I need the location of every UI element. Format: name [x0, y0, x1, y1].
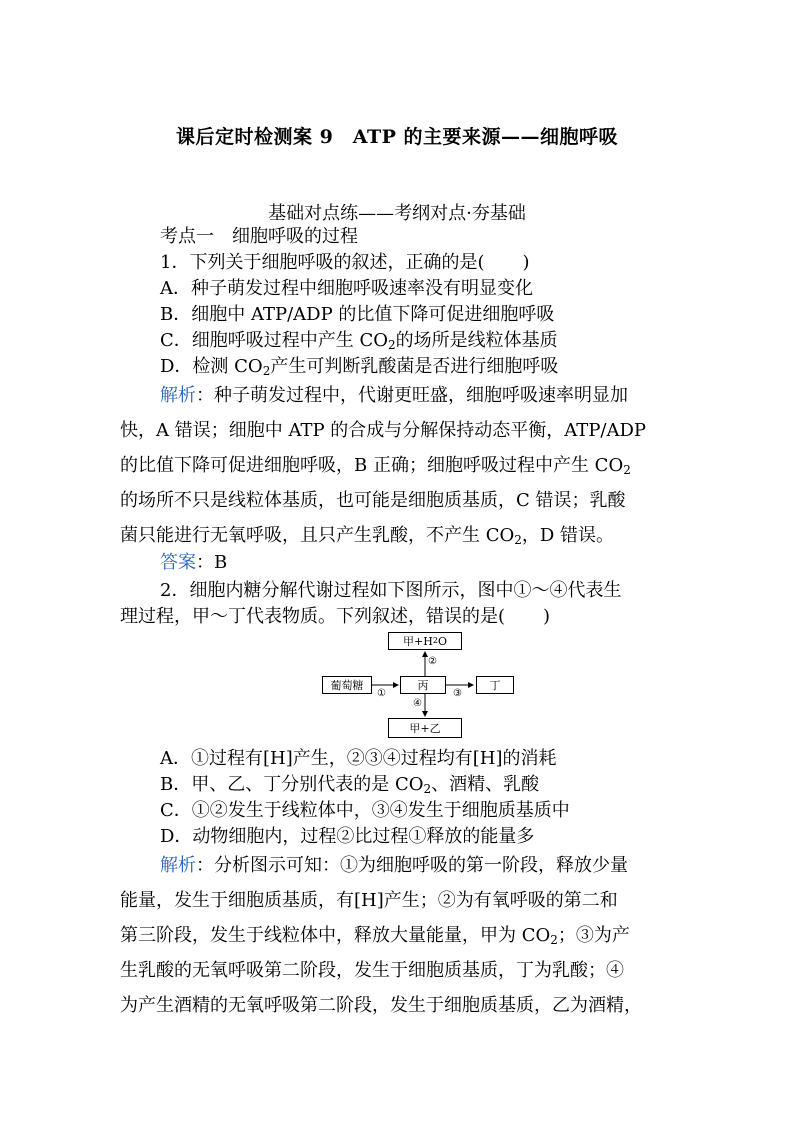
center-box: 丙: [400, 676, 446, 694]
q1-analysis: 解析：种子萌发过程中，代谢更旺盛，细胞呼吸速率明显加 快，A 错误；细胞中 ATP 的合成与分解保持动态平衡，ATP/ADP 的比值下降可促进细胞呼吸，B 正确；细胞呼吸过程中产生 $CO_2$ 的场所不只是线粒体基质，也可能是细胞质基质，C 错误；乳酸 菌只能进行无氧呼吸，且只产生乳酸，不产生 $CO_2$，D 错误。: [120, 385, 647, 547]
q2-option-b: B．甲、乙、丁分别代表的是 $CO_2$、酒精、乳酸: [160, 774, 540, 796]
q1-option-b: B．细胞中 ATP/ADP 的比值下降可促进细胞呼吸: [160, 304, 555, 325]
q1-option-c: C．细胞呼吸过程中产生 $CO_2$的场所是线粒体基质: [160, 330, 558, 352]
q1-answer: 答案：B: [160, 552, 228, 573]
q1-option-a: A．种子萌发过程中细胞呼吸速率没有明显变化: [160, 278, 533, 299]
label-3: ③: [453, 688, 462, 699]
label-1: ①: [377, 688, 386, 699]
top-box: 甲+H 2 O: [388, 632, 462, 650]
label-2: ②: [428, 656, 437, 667]
section-heading: 基础对点练——考纲对点·夯基础: [268, 203, 526, 224]
q2-analysis: 解析：分析图示可知：①为细胞呼吸的第一阶段，释放少量 能量，发生于细胞质基质，有[H]产生；②为有氧呼吸的第二和 第三阶段，发生于线粒体中，释放大量能量，甲为 $CO_2$；③为产 生乳酸的无氧呼吸第二阶段，发生于细胞质基质，丁为乳酸；④ 为产生酒精的无氧呼吸第二阶段，发生于细胞质基质，乙为酒精，: [120, 855, 642, 1016]
topic-heading: 考点一 细胞呼吸的过程: [160, 226, 358, 247]
metabolism-diagram: [320, 630, 520, 742]
q1-stem: 1．下列关于细胞呼吸的叙述，正确的是( ): [160, 252, 530, 273]
right-box: 丁: [476, 676, 514, 694]
q2-option-c: C．①②发生于线粒体中，③④发生于细胞质基质中: [160, 800, 570, 821]
q2-stem-line-2: 理过程，甲～丁代表物质。下列叙述，错误的是( ): [120, 606, 551, 627]
q2-stem-line-1: 2．细胞内糖分解代谢过程如下图所示，图中①～④代表生: [160, 580, 622, 601]
analysis-label: 解析: [160, 385, 196, 406]
label-4: ④: [413, 698, 422, 709]
analysis-label: 解析: [160, 855, 196, 876]
page-title: 课后定时检测案 9 ATP 的主要来源——细胞呼吸: [175, 126, 619, 148]
q2-option-d: D．动物细胞内，过程②比过程①释放的能量多: [160, 826, 535, 847]
bottom-box: 甲+乙: [388, 718, 462, 738]
glucose-box: 葡萄糖: [322, 676, 372, 694]
q1-option-d: D．检测 $CO_2$产生可判断乳酸菌是否进行细胞呼吸: [160, 356, 559, 378]
q2-option-a: A．①过程有[H]产生，②③④过程均有[H]的消耗: [160, 748, 557, 769]
answer-label: 答案: [160, 552, 196, 573]
